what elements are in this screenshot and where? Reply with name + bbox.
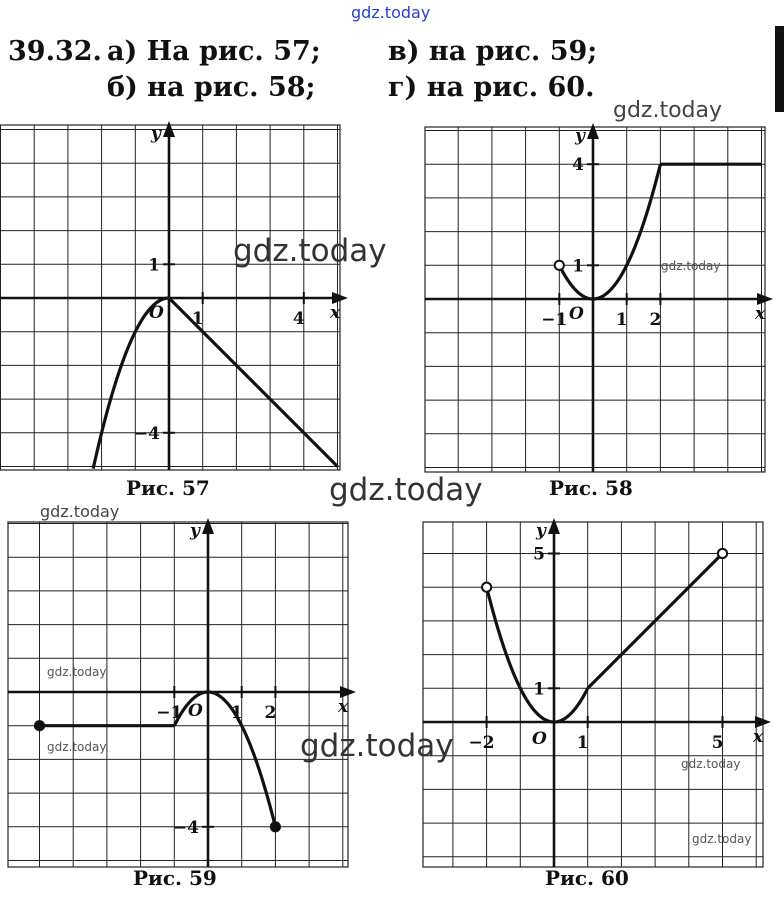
page-edge-bar [775, 26, 784, 112]
x-tick-label: −1 [541, 310, 568, 330]
watermark-center-2: gdz.today [329, 472, 483, 508]
figure-60 [423, 522, 763, 867]
watermark-small-58: gdz.today [661, 259, 721, 273]
y-axis-label: y [575, 126, 585, 146]
x-tick-label: 5 [711, 733, 724, 753]
series-line-1 [169, 298, 338, 467]
watermark-right-top: gdz.today [613, 98, 723, 123]
y-axis-arrow [548, 518, 560, 534]
y-tick-label: −4 [172, 817, 199, 838]
item-a: а) На рис. 57; [107, 36, 321, 67]
x-axis-label: x [753, 727, 764, 747]
origin-label: O [149, 303, 164, 323]
endpoint-filled [271, 822, 280, 831]
y-tick-label: 4 [572, 155, 584, 176]
x-tick-label: 1 [191, 309, 204, 329]
caption-fig60: Рис. 60 [545, 866, 629, 890]
x-tick-label: 4 [292, 309, 305, 329]
y-tick-label: 1 [148, 255, 160, 276]
endpoint-open [555, 261, 564, 270]
caption-fig57: Рис. 57 [126, 476, 210, 500]
watermark-top: gdz.today [351, 3, 431, 22]
x-tick-label: 1 [615, 310, 628, 330]
endpoint-filled [35, 721, 44, 730]
y-axis-label: y [536, 521, 546, 541]
item-v: в) на рис. 59; [388, 36, 598, 67]
endpoint-open [482, 583, 491, 592]
watermark-center-1: gdz.today [233, 233, 387, 269]
x-axis-label: x [330, 303, 341, 323]
chart-frame [8, 522, 348, 867]
grid [423, 522, 763, 867]
figure-59 [8, 522, 348, 867]
y-axis-label: y [151, 124, 161, 144]
origin-label: O [188, 701, 203, 721]
x-tick-label: −1 [156, 703, 183, 723]
figure-57 [0, 125, 340, 470]
endpoint-open [718, 549, 727, 558]
problem-number: 39.32. [8, 36, 102, 67]
watermark-small-60a: gdz.today [681, 757, 741, 771]
x-tick-label: −2 [468, 733, 495, 753]
x-tick-label: 1 [576, 733, 589, 753]
item-g: г) на рис. 60. [388, 72, 595, 103]
y-tick-label: −4 [133, 423, 160, 444]
watermark-small-59a: gdz.today [47, 665, 107, 679]
origin-label: O [569, 304, 584, 324]
y-tick-label: 5 [533, 544, 545, 565]
caption-fig59: Рис. 59 [133, 866, 217, 890]
x-axis-label: x [338, 697, 349, 717]
x-axis-label: x [755, 304, 766, 324]
y-axis-arrow [202, 518, 214, 534]
y-tick-label: 1 [572, 256, 584, 277]
caption-fig58: Рис. 58 [549, 476, 633, 500]
figure-58 [425, 127, 765, 472]
chart-frame [423, 522, 763, 867]
watermark-small-60b: gdz.today [692, 832, 752, 846]
watermark-small-59b: gdz.today [47, 740, 107, 754]
x-tick-label: 1 [230, 703, 243, 723]
item-b: б) на рис. 58; [107, 72, 316, 103]
watermark-center-3: gdz.today [300, 728, 454, 764]
y-tick-label: 1 [533, 679, 545, 700]
watermark-left-59: gdz.today [40, 502, 120, 521]
origin-label: O [532, 729, 547, 749]
x-tick-label: 2 [649, 310, 662, 330]
y-axis-label: y [190, 521, 200, 541]
grid [8, 522, 348, 867]
x-tick-label: 2 [264, 703, 277, 723]
